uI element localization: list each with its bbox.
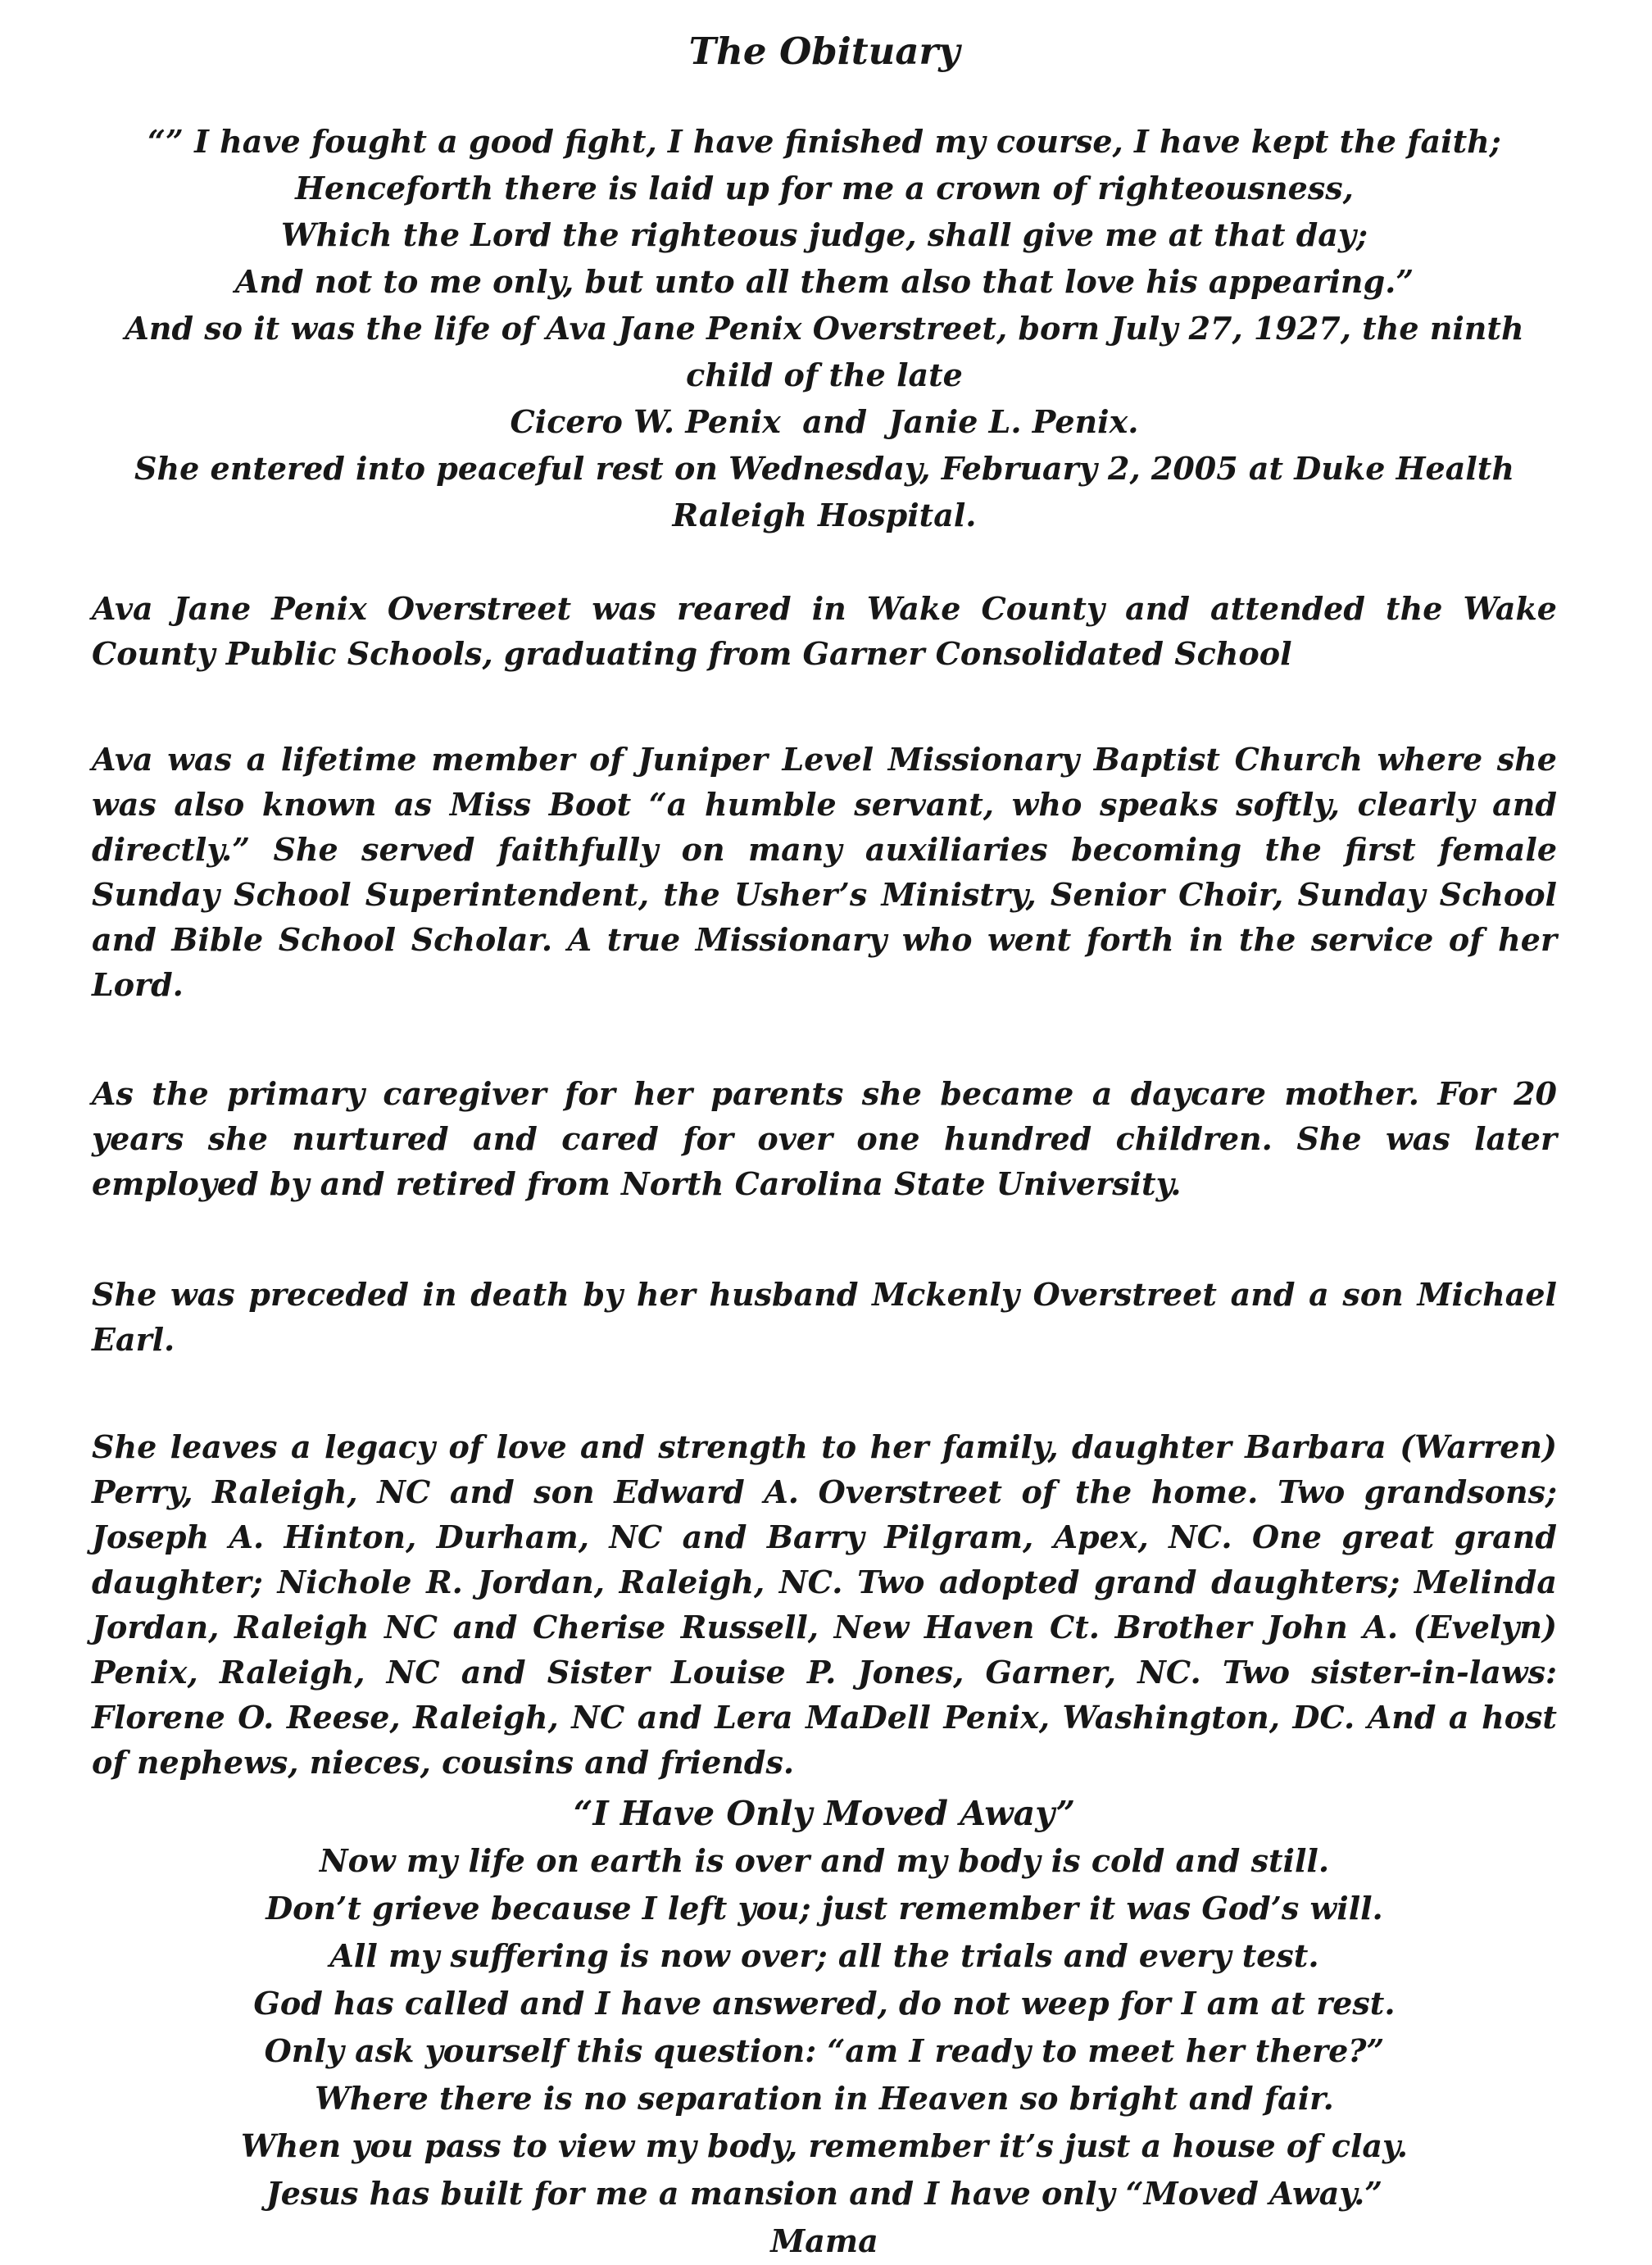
poem-line: When you pass to view my body, remember it’s just a house of clay.	[241, 2127, 1408, 2164]
paragraph-schooling: Ava Jane Penix Overstreet was reared in Wake County and attended the Wake County Public Schools, graduating from Garner Consolidated School	[92, 590, 1557, 672]
paragraph-career: As the primary caregiver for her parents she became a daycare mother. For 20 years she nurtured and cared for over one hundred children. She was later employed by and retired from North Carolina State University.	[92, 1075, 1557, 1202]
paragraph-preceded-in-death: She was preceded in death by her husband Mckenly Overstreet and a son Michael Earl.	[92, 1276, 1557, 1358]
page-title: The Obituary	[688, 30, 960, 73]
poem-line: Jesus has built for me a mansion and I have only “Moved Away.”	[266, 2175, 1383, 2212]
poem-line: Now my life on earth is over and my body is cold and still.	[319, 1842, 1330, 1879]
poem-line: Only ask yourself this question: “am I ready to meet her there?”	[264, 2032, 1385, 2069]
poem-title: “I Have Only Moved Away”	[573, 1794, 1076, 1833]
verse-line: She entered into peaceful rest on Wednesday, February 2, 2005 at Duke Health Raleigh Hospital.	[134, 450, 1526, 533]
verse-line: “” I have fought a good fight, I have finished my course, I have kept the faith;	[148, 123, 1501, 160]
paragraph-church-life: Ava was a lifetime member of Juniper Level Missionary Baptist Church where she was also known as Miss Boot “a humble servant, who speaks softly, clearly and directly.” She served faithfully on many auxiliaries becoming the first female Sunday School Superintendent, the Usher’s Ministry, Senior Choir, Sunday School and Bible School Scholar. A true Missionary who went forth in the service of her Lord.	[92, 741, 1557, 1003]
poem-line: Where there is no separation in Heaven so bright and fair.	[315, 2080, 1334, 2117]
opening-verse-block	[92, 118, 1557, 538]
poem-line: God has called and I have answered, do not weep for I am at rest.	[253, 1985, 1396, 2022]
poem-block	[92, 1790, 1557, 2265]
poem-signature: Mama	[770, 2222, 878, 2259]
verse-line: Which the Lord the righteous judge, shall give me at that day;	[280, 216, 1368, 253]
poem-line: All my suffering is now over; all the trials and every test.	[329, 1937, 1319, 1974]
verse-line: And not to me only, but unto all them also that love his appearing.”	[234, 263, 1414, 300]
verse-line: And so it was the life of Ava Jane Penix Overstreet, born July 27, 1927, the ninth child of the late	[125, 310, 1535, 393]
verse-line: Henceforth there is laid up for me a crown of righteousness,	[295, 170, 1354, 207]
verse-line: Cicero W. Penix and Janie L. Penix.	[510, 403, 1139, 440]
paragraph-survivors: She leaves a legacy of love and strength to her family, daughter Barbara (Warren) Perry, Raleigh, NC and son Edward A. Overstreet of the home. Two grandsons; Joseph A. Hinton, Durham, NC and Barry Pilgram, Apex, NC. One great grand daughter; Nichole R. Jordan, Raleigh, NC. Two adopted grand daughters; Melinda Jordan, Raleigh NC and Cherise Russell, New Haven Ct. Brother John A. (Evelyn) Penix, Raleigh, NC and Sister Louise P. Jones, Garner, NC. Two sister-in-laws: Florene O. Reese, Raleigh, NC and Lera MaDell Penix, Washington, DC. And a host of nephews, nieces, cousins and friends.	[92, 1428, 1557, 1781]
poem-line: Don’t grieve because I left you; just remember it was God’s will.	[266, 1890, 1383, 1927]
